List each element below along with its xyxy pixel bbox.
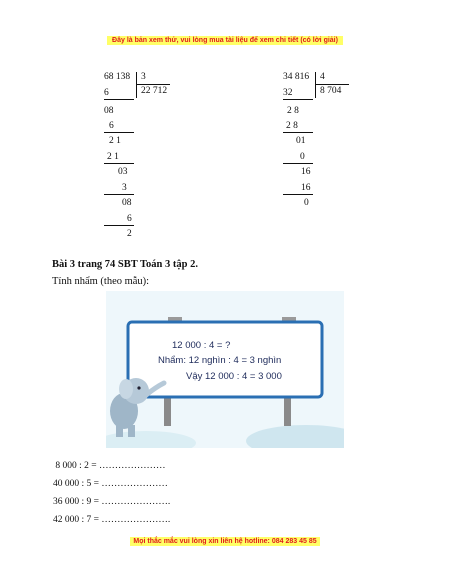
divisor: 3 [141, 72, 146, 82]
step: 6 [109, 121, 114, 131]
step: 01 [296, 136, 306, 146]
exercise-item: 40 000 : 5 = ………………… [53, 479, 168, 489]
step: 32 [283, 88, 293, 98]
divisor: 4 [320, 72, 325, 82]
dividend: 34 816 [283, 72, 310, 82]
step: 3 [122, 183, 127, 193]
step: 03 [118, 167, 128, 177]
step: 08 [104, 106, 114, 116]
divisor-underline [315, 84, 349, 85]
step: 2 [127, 229, 132, 239]
exercise-item: 8 000 : 2 = ………………… [53, 461, 166, 471]
step-underline [104, 194, 134, 195]
step: 16 [301, 183, 311, 193]
step: 6 [104, 88, 109, 98]
preview-banner: Đây là bản xem thử, vui lòng mua tài liệu để xem chi tiết (có lời giải) [107, 36, 343, 45]
exercise-instruction: Tính nhẩm (theo mẫu): [52, 276, 150, 287]
step: 0 [300, 152, 305, 162]
step-underline [283, 194, 313, 195]
step-underline [104, 99, 134, 100]
step: 2 8 [287, 106, 299, 116]
board-line-2: Nhẩm: 12 nghìn : 4 = 3 nghìn [158, 355, 282, 366]
exercise-item: 36 000 : 9 = …………………. [53, 497, 171, 507]
dividend: 68 138 [104, 72, 131, 82]
exercise-heading: Bài 3 trang 74 SBT Toán 3 tập 2. [52, 259, 198, 270]
hotline-banner: Mọi thắc mắc vui lòng xin liên hệ hotline: 084 283 45 85 [130, 537, 320, 546]
divisor-underline [136, 84, 170, 85]
step-underline [283, 132, 313, 133]
step-underline [104, 225, 134, 226]
step: 6 [127, 214, 132, 224]
division-left [104, 72, 184, 242]
step: 0 [304, 198, 309, 208]
division-bar [315, 72, 316, 98]
board-illustration [106, 291, 344, 448]
step-underline [283, 99, 313, 100]
step-underline [283, 163, 313, 164]
quotient: 22 712 [141, 86, 168, 96]
quotient: 8 704 [320, 86, 342, 96]
step-underline [104, 132, 134, 133]
step: 2 1 [109, 136, 121, 146]
step-underline [104, 163, 134, 164]
exercise-item: 42 000 : 7 = …………………. [53, 515, 171, 525]
step: 2 8 [286, 121, 298, 131]
board-line-3: Vậy 12 000 : 4 = 3 000 [186, 371, 282, 382]
board-line-1: 12 000 : 4 = ? [172, 340, 231, 351]
division-bar [136, 72, 137, 98]
step: 16 [301, 167, 311, 177]
division-right [283, 72, 363, 212]
step: 2 1 [107, 152, 119, 162]
step: 08 [122, 198, 132, 208]
